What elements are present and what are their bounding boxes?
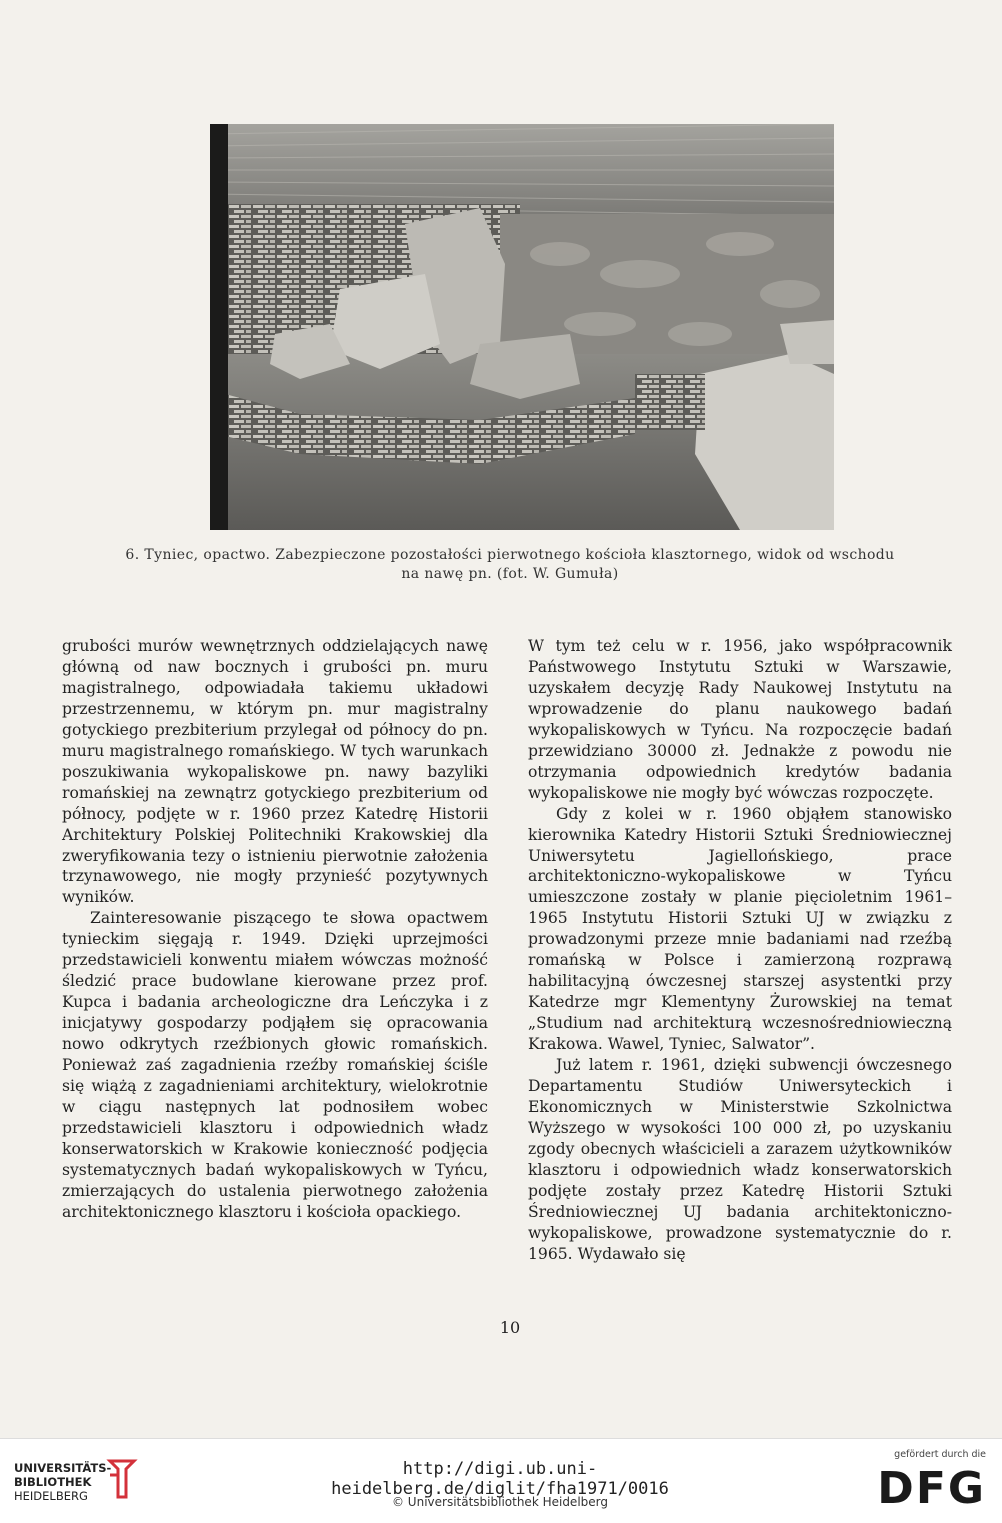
caption-line-1: 6. Tyniec, opactwo. Zabezpieczone pozostałości pierwotnego kościoła klasztornego, widok od wschodu [125,547,895,563]
caption-line-2: na nawę pn. (fot. W. Gumuła) [401,566,619,582]
library-name[interactable] [14,1461,111,1503]
page-url-link[interactable]: http://digi.ub.uni-heidelberg.de/diglit/fha1971/0016 [331,1459,669,1499]
funded-by-label: gefördert durch die [894,1449,986,1460]
right-column [528,636,952,1265]
dfg-logo[interactable]: DFG [877,1463,986,1514]
excavation-photo [180,124,834,530]
right-paragraph-2: Gdy z kolei w r. 1960 objąłem stanowisko kierownika Katedry Historii Sztuki Średniowiecznej Uniwersytetu Jagiellońskiego, prace architektoniczno-wykopaliskowe w Tyńcu umieszczone zostały w planie pięcioletnim 1961–1965 Instytutu Historii Sztuki UJ w związku z prowadzonymi przeze mnie badaniami nad rzeźbą romańską w Polsce i zamierzoną rozprawą habilitacyjną ówczesnej starszej asystentki przy Katedrze mgr Klementyny Żurowskiej na temat „Studium nad architekturą wczesnośredniowieczną Krakowa. Wawel, Tyniec, Salwator”. [528,804,952,1054]
right-paragraph-1: W tym też celu w r. 1956, jako współpracownik Państwowego Instytutu Sztuki w Warszawie, uzyskałem decyzję Rady Naukowej Instytutu na wprowadzenie do planu naukowego badań wykopaliskowych w Tyńcu. Na rozpoczęcie badań przewidziano 30000 zł. Jednakże z powodu nie otrzymania odpowiednich kredytów badania wykopaliskowe nie mogły być wówczas rozpoczęte. [528,637,952,802]
library-logo-icon[interactable] [104,1457,138,1505]
footer-bar [0,1438,1002,1523]
left-paragraph-1: grubości murów wewnętrznych oddzielających nawę główną od naw bocznych i grubości pn. muru magistralnego, odpowiadała takiemu układowi przestrzennemu, w którym pn. mur magistralny gotyckiego prezbiterium przylegał od północy do pn. muru magistralnego romańskiego. W tych warunkach poszukiwania wykopaliskowe pn. nawy bazyliki romańskiej na zewnątrz gotyckiego prezbiterium od północy, podjęte w r. 1960 przez Katedrę Historii Architektury Polskiej Politechniki Krakowskiej dla zweryfikowania tezy o istnieniu pierwotnie założenia trzynawowego, nie mogły przynieść pozytywnych wyników. [62,637,488,907]
library-line-3: HEIDELBERG [14,1489,88,1503]
page-number: 10 [499,1318,521,1337]
library-line-2: BIBLIOTHEK [14,1475,92,1489]
left-column [62,636,488,1223]
figure-caption [120,546,900,584]
left-paragraph-2: Zainteresowanie piszącego te słowa opactwem tynieckim sięgają r. 1949. Dzięki uprzejmości przedstawicieli konwentu miałem wówczas możność śledzić prace budowlane kierowane przez prof. Kupca i badania archeologiczne dra Leńczyka i z inicjatywy gospodarzy podjąłem się opracowania nowo odkrytych rzeźbionych głowic romańskich. Ponieważ zaś zagadnienia rzeźby romańskiej ściśle się wiążą z zagadnieniami architektury, wielokrotnie w ciągu następnych lat podnosiłem wobec przedstawicieli klasztoru i odpowiednich władz konserwatorskich w Krakowie konieczność podjęcia systematycznych badań wykopaliskowych w Tyńcu, zmierzających do ustalenia pierwotnego założenia architektonicznego klasztoru i kościoła opackiego. [62,909,488,1221]
right-paragraph-3: Już latem r. 1961, dzięki subwencji ówczesnego Departamentu Studiów Uniwersyteckich i Ekonomicznych w Ministerstwie Szkolnictwa Wyższego w wysokości 100 000 zł, po uzyskaniu zgody obecnych właścicieli a zarazem użytkowników klasztoru i odpowiednich władz konserwatorskich podjęte zostały przez Katedrę Historii Sztuki Średniowiecznej UJ badania architektoniczno-wykopaliskowe, prowadzone systematycznie do r. 1965. Wydawało się [528,1056,952,1263]
library-line-1: UNIVERSITÄTS- [14,1461,112,1475]
copyright-text: © Universitätsbibliothek Heidelberg [391,1495,608,1509]
